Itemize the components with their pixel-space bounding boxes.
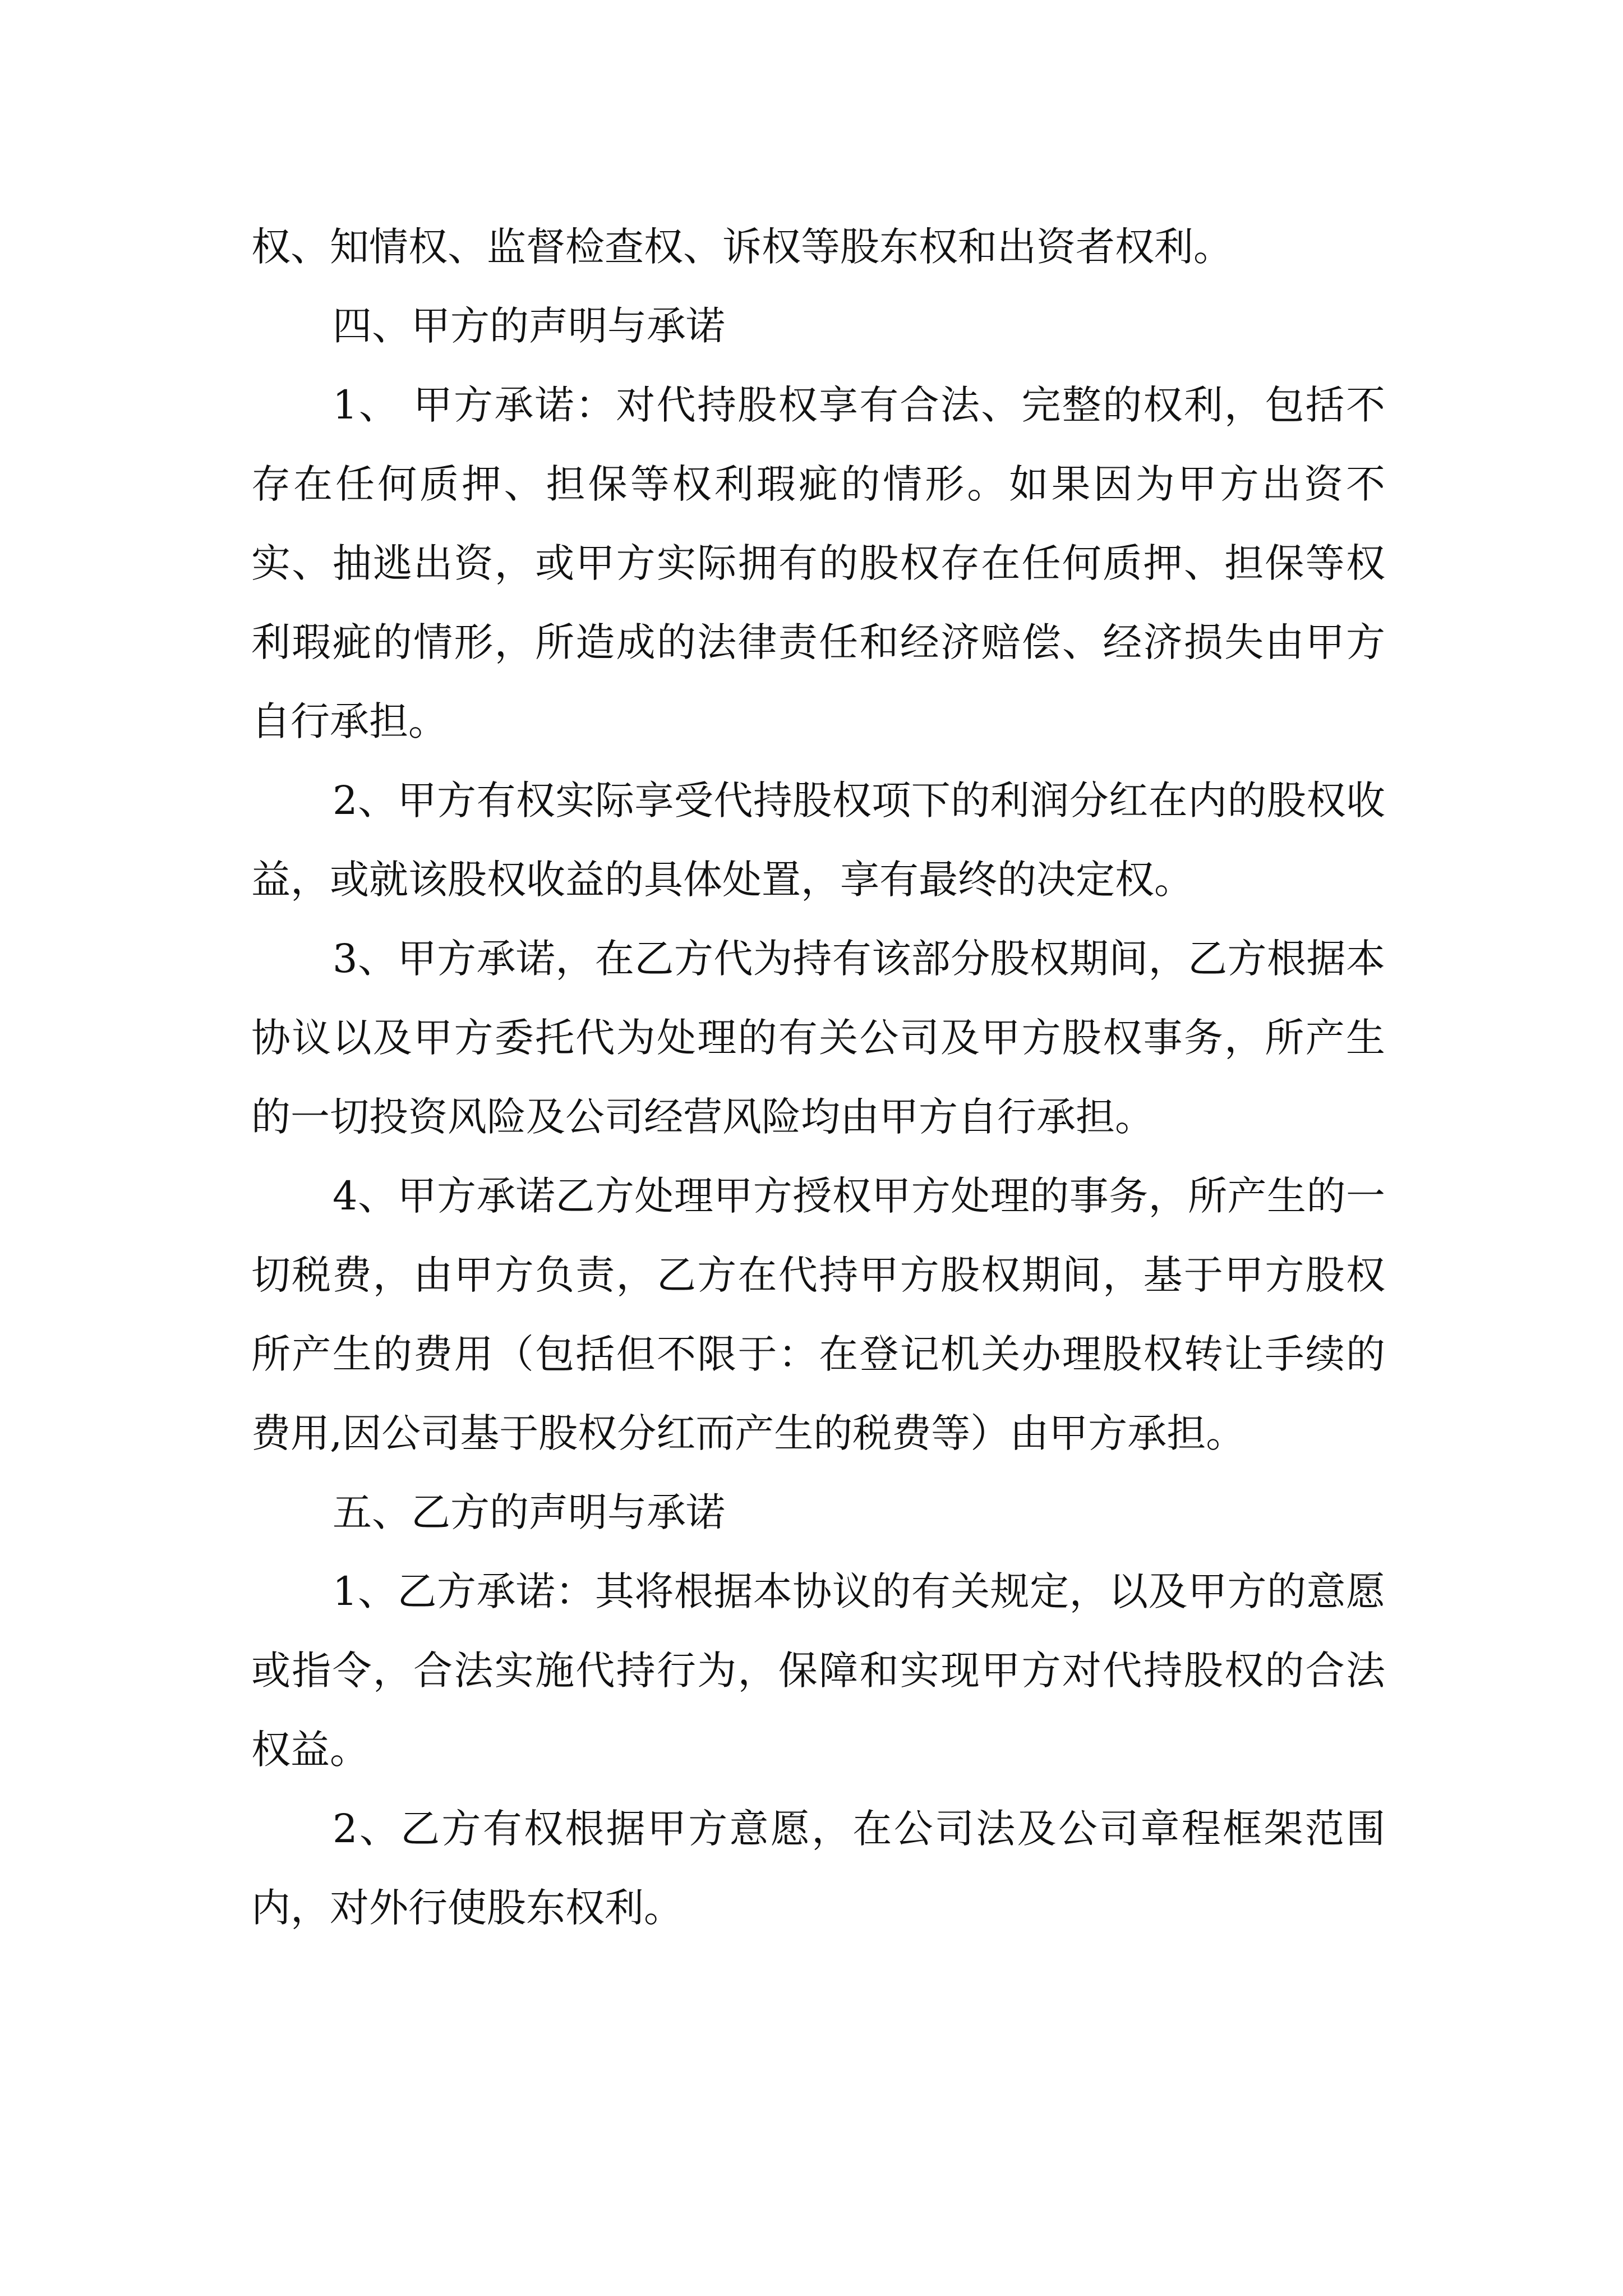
paragraph-continuation: 权、知情权、监督检查权、诉权等股东权和出资者权利。 — [251, 224, 1233, 270]
clause-4-2: 2、甲方有权实际享受代持股权项下的利润分红在内的股权收益，或就该股权收益的具体处置，享有最终的决定权。 — [251, 777, 1385, 903]
section-heading-5: 五、乙方的声明与承诺 — [333, 1489, 725, 1535]
clause-4-1: 1、 甲方承诺：对代持股权享有合法、完整的权利，包括不存在任何质押、担保等权利瑕疵的情形。如果因为甲方出资不实、抽逃出资，或甲方实际拥有的股权存在任何质押、担保等权利瑕疵的情形，所造成的法律责任和经济赔偿、经济损失由甲方自行承担。 — [251, 382, 1385, 744]
clause-5-2: 2、乙方有权根据甲方意愿，在公司法及公司章程框架范围内，对外行使股东权利。 — [251, 1806, 1385, 1931]
clause-4-3: 3、甲方承诺，在乙方代为持有该部分股权期间，乙方根据本协议以及甲方委托代为处理的有关公司及甲方股权事务，所产生的一切投资风险及公司经营风险均由甲方自行承担。 — [251, 936, 1385, 1140]
document-page — [251, 208, 1385, 1948]
section-heading-4: 四、甲方的声明与承诺 — [333, 303, 725, 349]
clause-4-4: 4、甲方承诺乙方处理甲方授权甲方处理的事务，所产生的一切税费，由甲方负责，乙方在代持甲方股权期间，基于甲方股权所产生的费用（包括但不限于：在登记机关办理股权转让手续的费用,因公司基于股权分红而产生的税费等）由甲方承担。 — [251, 1173, 1385, 1456]
clause-5-1: 1、乙方承诺：其将根据本协议的有关规定，以及甲方的意愿或指令，合法实施代持行为，保障和实现甲方对代持股权的合法权益。 — [251, 1568, 1385, 1773]
